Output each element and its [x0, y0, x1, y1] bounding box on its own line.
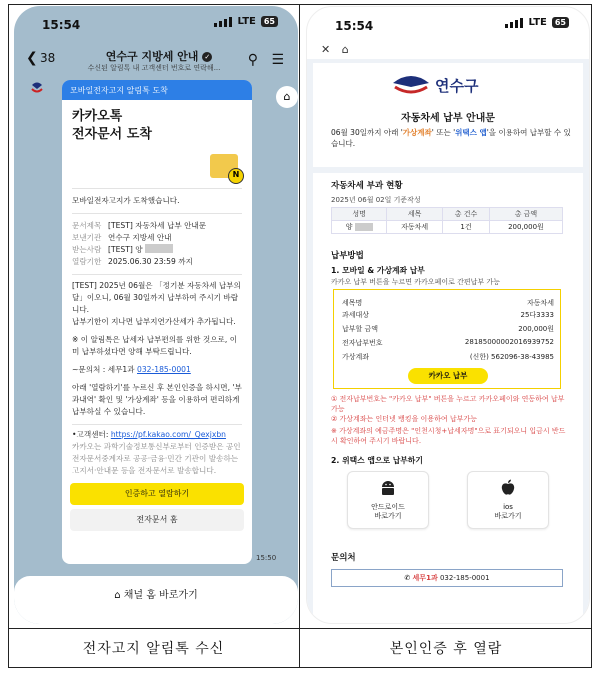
verified-badge-icon: ✓: [202, 52, 212, 62]
message-time: 15:50: [256, 554, 277, 562]
tax-status-table: [331, 207, 563, 234]
note-3: ※ 가상계좌의 예금주명은 "인천시청+납세자명"으로 표기되오니 입금시 반드시 확인하여 주시기 바랍니다.: [331, 427, 566, 445]
card-top-label: 모바일전자고지 알림톡 도착: [62, 80, 252, 100]
masked-name: [355, 223, 373, 231]
masked-name: [145, 244, 173, 253]
kakao-pay-button[interactable]: 카카오 납부: [408, 368, 488, 384]
battery-icon: 65: [261, 16, 278, 27]
payment-row: 전자납부번호 28185000002016939752: [342, 338, 554, 347]
chat-header: [14, 44, 298, 76]
body-text: 아래 '열람하기'를 누르신 후 본인인증을 하시면, '부과내역' 확인 및 '가상계좌' 등을 이용하여 편리하게 납부하실 수 있습니다.: [72, 383, 242, 416]
battery-icon: 65: [552, 17, 569, 28]
mobile-payment-desc: 카카오 납부 버튼을 누르면 카카오페이로 간편납부 가능: [331, 278, 500, 286]
phone-icon: ✆: [404, 574, 411, 582]
tax-status-title: 자동차세 부과 현황: [331, 181, 403, 191]
signal-icon: [505, 18, 523, 28]
channel-home-bar[interactable]: [14, 576, 298, 624]
network-label: LTE: [528, 17, 547, 28]
menu-icon[interactable]: ☰: [271, 52, 284, 68]
close-icon[interactable]: ✕: [321, 43, 331, 56]
note-2: ② 가상계좌는 인터넷 뱅킹을 이용하여 납부가능: [331, 415, 477, 423]
status-bar: [14, 6, 298, 40]
body-text: [TEST] 2025년 06월은 「정기분 자동차세 납부의 달」이오니, 06월 30일까지 납부하여 주시기 바랍니다.: [72, 281, 241, 314]
customer-center-link[interactable]: https://pf.kakao.com/_Qexjxbn: [110, 430, 226, 439]
back-arrow-icon[interactable]: ❮: [26, 50, 38, 66]
edoc-home-button[interactable]: 전자문서 홈: [70, 509, 244, 531]
arrived-text: 모바일전자고지가 도착했습니다.: [72, 196, 180, 205]
network-label: LTE: [237, 16, 256, 27]
android-link-button[interactable]: 안드로이드 바로가기: [347, 471, 429, 529]
web-notice-screen: [306, 6, 590, 624]
status-bar: [307, 7, 589, 41]
notice-body-section: [313, 173, 583, 624]
info-row: 열람기한 2025.06.30 23:59 까지: [72, 257, 193, 266]
inquiry-title: 문의처: [331, 553, 356, 563]
notice-description: 06월 30일까지 아래 '가상계좌' 또는 '위택스 앱'을 이용하여 납부할 수 있습니다.: [331, 128, 571, 148]
folder-icon: [210, 154, 238, 178]
caption-right: 본인인증 후 열람: [389, 641, 503, 657]
table-row: 양 자동차세 1건 200,000원: [332, 221, 563, 234]
web-content: [307, 59, 589, 624]
unread-count: 38: [40, 51, 56, 65]
payment-method-title: 납부방법: [331, 251, 364, 261]
info-row: 받는사람 [TEST] 양: [62, 244, 252, 256]
yeonsu-logo-icon: [391, 73, 431, 95]
inquiry-box[interactable]: ✆ 세무1과 032-185-0001: [331, 569, 563, 587]
notice-title: 자동차세 납부 안내문: [401, 113, 495, 124]
payment-row: 과세대상 25다3333: [342, 311, 554, 319]
column-divider: [299, 4, 300, 668]
note-1: ① 전자납부번호는 "카카오 납부" 버튼을 누르고 카카오페이와 연동하여 납부가능: [331, 395, 565, 413]
caption-divider: [8, 628, 592, 629]
contact-line: ~문의처 : 세무1과 032-185-0001: [72, 365, 191, 374]
payment-info-box: [333, 289, 561, 389]
body-text: 납부기한이 지나면 납부지연가산세가 추가됩니다.: [72, 317, 236, 326]
info-row: 보낸기관 연수구 지방세 안내: [72, 233, 172, 242]
payment-row: 세목명 자동차세: [342, 299, 554, 307]
status-time: 15:54: [335, 19, 374, 33]
channel-subtitle: 수신된 알림톡 내 고객센터 번호로 연락해...: [87, 64, 221, 72]
home-icon[interactable]: ⌂: [276, 86, 298, 108]
document-card: [62, 80, 252, 564]
search-icon[interactable]: ⚲: [247, 52, 258, 68]
payment-row: 납부할 금액 200,000원: [342, 325, 554, 333]
card-heading: 카카오톡 전자문서 도착: [72, 109, 152, 142]
yeonsu-logo: [391, 73, 511, 95]
contact-phone-link[interactable]: 032-185-0001: [137, 365, 191, 374]
channel-title: 연수구 지방세 안내 ✓: [74, 48, 244, 64]
home-icon[interactable]: ⌂: [341, 43, 349, 56]
signal-icon: [214, 17, 232, 27]
body-text: ※ 이 알림톡은 납세자 납부편의를 위한 것으로, 이미 납부하셨다면 양해 부탁드립니다.: [72, 335, 238, 356]
customer-center-line: •고객센터: https://pf.kakao.com/_Qexjxbn: [72, 430, 226, 439]
logo-text: 연수구: [435, 77, 479, 95]
notice-header-section: [313, 63, 583, 167]
status-time: 15:54: [42, 18, 81, 32]
ios-link-button[interactable]: ios 바로가기: [467, 471, 549, 529]
mobile-payment-title: 1. 모바일 & 가상계좌 납부: [331, 266, 425, 275]
home-icon: ⌂: [114, 590, 124, 601]
wetax-title: 2. 위택스 앱으로 납부하기: [331, 456, 423, 465]
caption-left: 전자고지 알림톡 수신: [82, 641, 225, 657]
verify-open-button[interactable]: 인증하고 열람하기: [70, 483, 244, 505]
android-icon: [348, 478, 428, 503]
kakao-chat-screen: [14, 6, 298, 624]
channel-home-label: 채널 홈 바로가기: [123, 590, 198, 601]
tax-status-date: 2025년 06월 02일 기준작성: [331, 196, 421, 204]
info-row: 문서제목 [TEST] 자동차세 납부 안내문: [72, 221, 207, 230]
apple-icon: [468, 478, 548, 503]
channel-avatar[interactable]: [30, 80, 44, 94]
table-header-row: 성명 세목 총 건수 총 금액: [332, 208, 563, 221]
footer-text: 카카오는 과학기술정보통신부로부터 인증받은 공인전자문서중계자로 공공·금융·민간 기관이 발송하는 고지서·안내문 등을 전자문서로 발송합니다.: [72, 442, 241, 475]
payment-row: 가상계좌 (신한) 562096-38-43985: [342, 353, 554, 361]
